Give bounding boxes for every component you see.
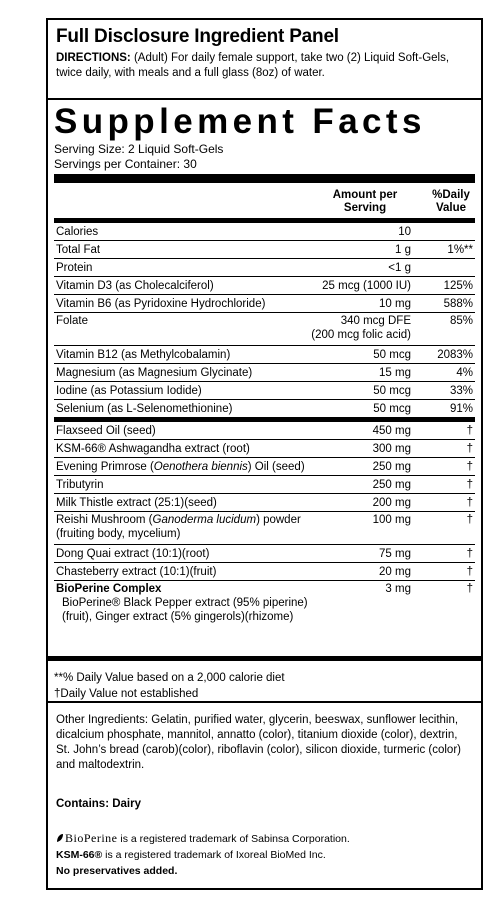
ingredient-row: KSM-66® Ashwagandha extract (root) 300 mg † [54,440,475,458]
ingredient-row: Chasteberry extract (10:1)(fruit) 20 mg † [54,563,475,581]
ingredient-panel [46,18,483,890]
nutrient-row: Protein <1 g [54,259,475,277]
allergen-statement: Contains: Dairy [56,798,141,810]
disclosure-section [48,20,481,100]
ingredient-row: Flaxseed Oil (seed) 450 mg † [54,422,475,440]
ingredient-row: Dong Quai extract (10:1)(root) 75 mg † [54,545,475,563]
header-dv: %Daily Value [432,189,470,214]
ingredient-row: Evening Primrose (Oenothera biennis) Oil (seed) 250 mg † [54,458,475,476]
serving-size: Serving Size: 2 Liquid Soft-Gels [54,142,224,156]
nutrient-row: Calories 10 [54,223,475,241]
nutrient-row: Iodine (as Potassium Iodide) 50 mcg 33% [54,382,475,400]
directions-text [56,51,473,81]
bioperine-logo: BioPerine [65,831,118,845]
facts-header-row [54,183,475,223]
servings-per-container: Servings per Container: 30 [54,157,197,171]
no-preservatives: No preservatives added. [56,865,178,877]
footnotes: **% Daily Value based on a 2,000 calorie diet †Daily Value not established [54,672,285,700]
complex-row: BioPerine Complex BioPerine® Black Pepper extract (95% piperine) (fruit), Ginger extract (5% gingerols)(rhizome) 3 mg † [56,583,473,623]
directions-body: (Adult) For daily female support, take two (2) Liquid Soft-Gels, twice daily, with meals and a full glass (8oz) of water. [56,52,450,79]
header-amount: Amount per Serving [332,189,398,214]
ingredient-row: Tributyrin 250 mg † [54,476,475,494]
divider-thick [54,174,475,183]
nutrient-row: Folate 340 mcg DFE (200 mcg folic acid) 85% [54,313,475,346]
divider-medium [48,656,481,661]
nutrient-row: Vitamin D3 (as Cholecalciferol) 25 mcg (1000 IU) 125% [54,277,475,295]
nutrient-row: Total Fat 1 g 1%** [54,241,475,259]
nutrient-row: Magnesium (as Magnesium Glycinate) 15 mg 4% [54,364,475,382]
ingredient-row: Milk Thistle extract (25:1)(seed) 200 mg † [54,494,475,512]
trademarks: BioPerine is a registered trademark of Sabinsa Corporation. KSM-66® is a registered trademark of Ixoreal BioMed Inc. No preservatives added. [56,830,473,879]
directions-label: DIRECTIONS: [56,52,131,64]
leaf-icon [56,833,64,843]
nutrient-row: Selenium (as L-Selenomethionine) 50 mcg 91% [56,403,473,415]
complex-name: BioPerine Complex [56,583,162,595]
other-ingredients: Other Ingredients: Gelatin, purified water, glycerin, beeswax, sunflower lecithin, dicalcium phosphate, mannitol, annatto (color), titanium dioxide (color), dextrin, St. John’s bread (carob)(color), riboflavin (color), silicon dioxide, turmeric (color) and maltodextrin. [56,714,461,771]
disclosure-title: Full Disclosure Ingredient Panel [56,26,339,47]
nutrient-row: Vitamin B12 (as Methylcobalamin) 50 mcg 2083% [54,346,475,364]
other-ingredients-section [48,705,481,887]
supplement-facts [48,100,481,703]
ingredient-row: Reishi Mushroom (Ganoderma lucidum) powder (fruiting body, mycelium) 100 mg † [54,512,475,545]
facts-title: Supplement Facts [54,102,426,141]
nutrient-row: Vitamin B6 (as Pyridoxine Hydrochloride) 10 mg 588% [54,295,475,313]
